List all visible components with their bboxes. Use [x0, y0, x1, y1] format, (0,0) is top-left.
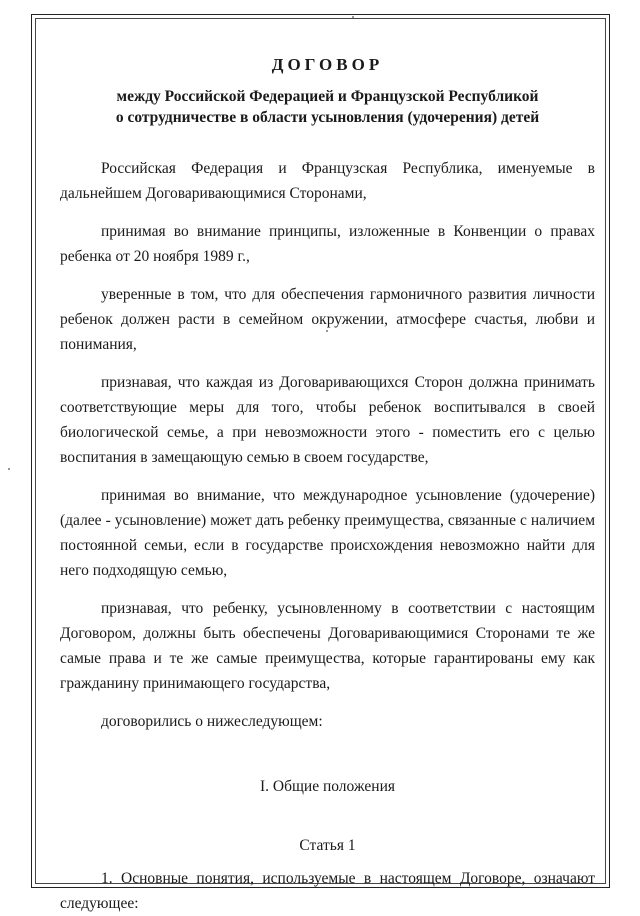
preamble-paragraph: признавая, что каждая из Договаривающихся Сторон должна принимать соответствующие меры для того, чтобы ребенок воспитывался в своей биологической семье, а при невозможности этого - поместить его с целью воспитания в замещающую семью в своем государстве, — [60, 374, 595, 466]
section-heading: I. Общие положения — [259, 778, 396, 795]
preamble-paragraph: принимая во внимание принципы, изложенные в Конвенции о правах ребенка от 20 ноября 1989 г., — [60, 223, 595, 265]
scan-speck — [352, 16, 354, 18]
document-body — [60, 54, 595, 916]
article-paragraph: 1. Основные понятия, используемые в настоящем Договоре, означают следующее: — [60, 870, 595, 912]
scan-speck — [8, 468, 10, 470]
preamble-paragraph: договорились о нижеследующем: — [101, 713, 323, 730]
article-heading: Статья 1 — [299, 837, 356, 854]
document-subtitle-line-1: между Российской Федерацией и Французской Республикой — [116, 88, 539, 105]
preamble-paragraph: Российская Федерация и Французская Республика, именуемые в дальнейшем Договаривающимися Сторонами, — [60, 160, 595, 202]
preamble-paragraph: уверенные в том, что для обеспечения гармоничного развития личности ребенок должен расти в семейном окружении, атмосфере счастья, любви и понимания, — [60, 286, 595, 353]
preamble — [60, 156, 595, 734]
preamble-paragraph: признавая, что ребенку, усыновленному в соответствии с настоящим Договором, должны быть обеспечены Договаривающимися Сторонами те же самые права и те же самые преимущества, которые гарантированы ему как гражданину принимающего государства, — [60, 600, 595, 692]
preamble-paragraph: принимая во внимание, что международное усыновление (удочерение) (далее - усыновление) может дать ребенку преимущества, связанные с наличием постоянной семьи, если в государстве происхождения невозможно найти для него подходящую семью, — [60, 487, 595, 579]
document-title: ДОГОВОР — [271, 55, 384, 74]
document-subtitle-line-2: о сотрудничестве в области усыновления (удочерения) детей — [115, 109, 540, 126]
